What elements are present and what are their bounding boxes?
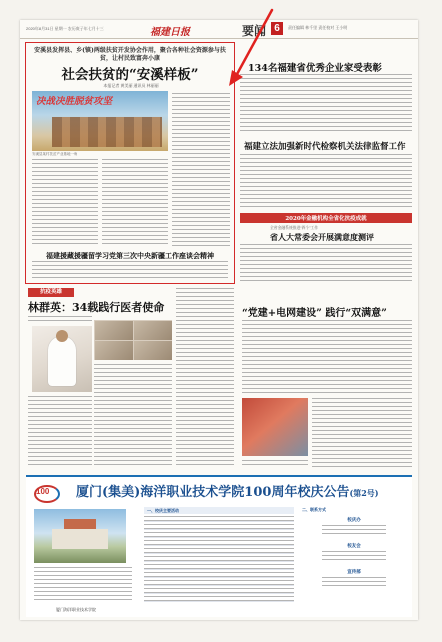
table-row bbox=[144, 572, 294, 578]
newspaper-logo: 福建日报 bbox=[150, 27, 190, 38]
doctor-headline[interactable]: 林群英：34载践行医者使命 bbox=[28, 301, 165, 314]
table-row bbox=[144, 580, 294, 586]
feature-sub-headline[interactable]: 福建援藏援疆留学习党第三次中央新疆工作座谈会精神 bbox=[46, 251, 214, 260]
doctor-photo bbox=[32, 326, 92, 392]
grid-body-text bbox=[312, 398, 412, 468]
table-row bbox=[144, 524, 294, 530]
table-row bbox=[144, 564, 294, 570]
anniversary-logo bbox=[34, 483, 60, 501]
story-headline[interactable]: 134名福建省优秀企业家受表彰 bbox=[248, 63, 382, 74]
announcement-signature: 厦门海洋职业技术学院 bbox=[56, 607, 96, 612]
contact-text bbox=[322, 551, 386, 563]
story-body-text bbox=[240, 74, 412, 134]
contact-label: 校庆办 bbox=[347, 517, 361, 522]
editor-line: 责任编辑 林千里 责任校对 王小明 bbox=[288, 25, 348, 30]
table-row bbox=[144, 548, 294, 554]
building-roof bbox=[64, 519, 96, 529]
contact-panel bbox=[302, 507, 406, 611]
category-tag: 抗疫英雄 bbox=[28, 288, 74, 297]
table-row bbox=[144, 532, 294, 538]
contact-block bbox=[302, 517, 406, 523]
table-row bbox=[144, 556, 294, 562]
grid-headline[interactable]: “党建+电网建设” 践行“双满意” bbox=[242, 308, 387, 319]
feature-byline: 本报记者 黄美丽 通讯员 林丽丽 bbox=[103, 83, 159, 88]
strip-text: 2020年金融机构全省化抗疫成就 bbox=[285, 216, 367, 222]
table-row bbox=[144, 596, 294, 602]
contact-block bbox=[302, 543, 406, 549]
feature-sub-body bbox=[32, 261, 228, 279]
announcement-body-text bbox=[34, 567, 132, 603]
story-headline[interactable]: 省人大常委会开展满意度测评 bbox=[270, 232, 374, 242]
table-row bbox=[144, 588, 294, 594]
contact-text bbox=[322, 525, 386, 537]
story-kicker: 全省金融系统推进“四个”工作 bbox=[270, 226, 319, 230]
feature-photo bbox=[32, 91, 168, 151]
column-body-text bbox=[176, 288, 234, 468]
photo-rooftops bbox=[52, 117, 162, 147]
feature-body-text bbox=[32, 159, 98, 247]
photo-head bbox=[56, 330, 68, 342]
doctor-body-text bbox=[94, 364, 172, 468]
announcement-title-text: 厦门(集美)海洋职业技术学院100周年校庆公告 bbox=[76, 485, 350, 500]
collage-photo bbox=[95, 341, 133, 360]
table-row bbox=[144, 540, 294, 546]
grid-body-text bbox=[242, 460, 308, 468]
contact-block bbox=[302, 569, 406, 575]
collage-photo bbox=[95, 321, 133, 340]
feature-deck: 安溪县发挥县、乡(镇)两级扶贫开发协会作用，聚合各种社会资源参与扶贫，让村民致富奔小康 bbox=[34, 47, 226, 62]
table-heading: 一、校庆主要活动 bbox=[144, 507, 294, 514]
page-number: 6 bbox=[271, 22, 283, 35]
section-title: 要闻 bbox=[242, 24, 267, 38]
contact-label: 宣传部 bbox=[347, 569, 361, 574]
anniversary-announcement bbox=[26, 475, 412, 617]
doctor-body-text bbox=[28, 396, 92, 468]
photo-figure bbox=[48, 336, 76, 386]
collage-photo bbox=[134, 341, 172, 360]
grid-photo bbox=[242, 398, 308, 456]
building-body bbox=[52, 529, 108, 549]
feature-body-text bbox=[172, 93, 230, 247]
grid-body-text bbox=[242, 320, 412, 394]
contact-heading: 二、联系方式 bbox=[302, 507, 326, 512]
feature-body-text bbox=[102, 159, 168, 247]
campus-photo bbox=[34, 509, 126, 563]
contact-label: 校友会 bbox=[347, 543, 361, 548]
doctor-body-text bbox=[28, 316, 92, 324]
schedule-table bbox=[144, 507, 294, 611]
feature-article[interactable] bbox=[25, 42, 235, 284]
date-line: 2020年8月31日 星期一 农历庚子年七月十三 bbox=[26, 26, 104, 31]
photo-caption: 安溪县某村扶贫产业基地一角 bbox=[32, 152, 78, 156]
logo-number: 100 bbox=[36, 487, 50, 496]
section-strip bbox=[240, 213, 412, 223]
photo-collage bbox=[94, 320, 172, 360]
announcement-title bbox=[76, 481, 379, 500]
table-row bbox=[144, 516, 294, 522]
collage-photo bbox=[134, 321, 172, 340]
contact-text bbox=[322, 577, 386, 589]
story-body-text bbox=[240, 154, 412, 210]
story-body-text bbox=[240, 244, 412, 282]
page-header bbox=[20, 20, 418, 39]
story-headline[interactable]: 福建立法加强新时代检察机关法律监督工作 bbox=[244, 142, 406, 152]
feature-banner-text: 决战决胜脱贫攻坚 bbox=[36, 96, 113, 107]
newspaper-page bbox=[20, 20, 418, 620]
feature-headline[interactable]: 社会扶贫的“安溪样板” bbox=[61, 67, 199, 83]
announcement-title-suffix: (第2号) bbox=[349, 488, 379, 498]
